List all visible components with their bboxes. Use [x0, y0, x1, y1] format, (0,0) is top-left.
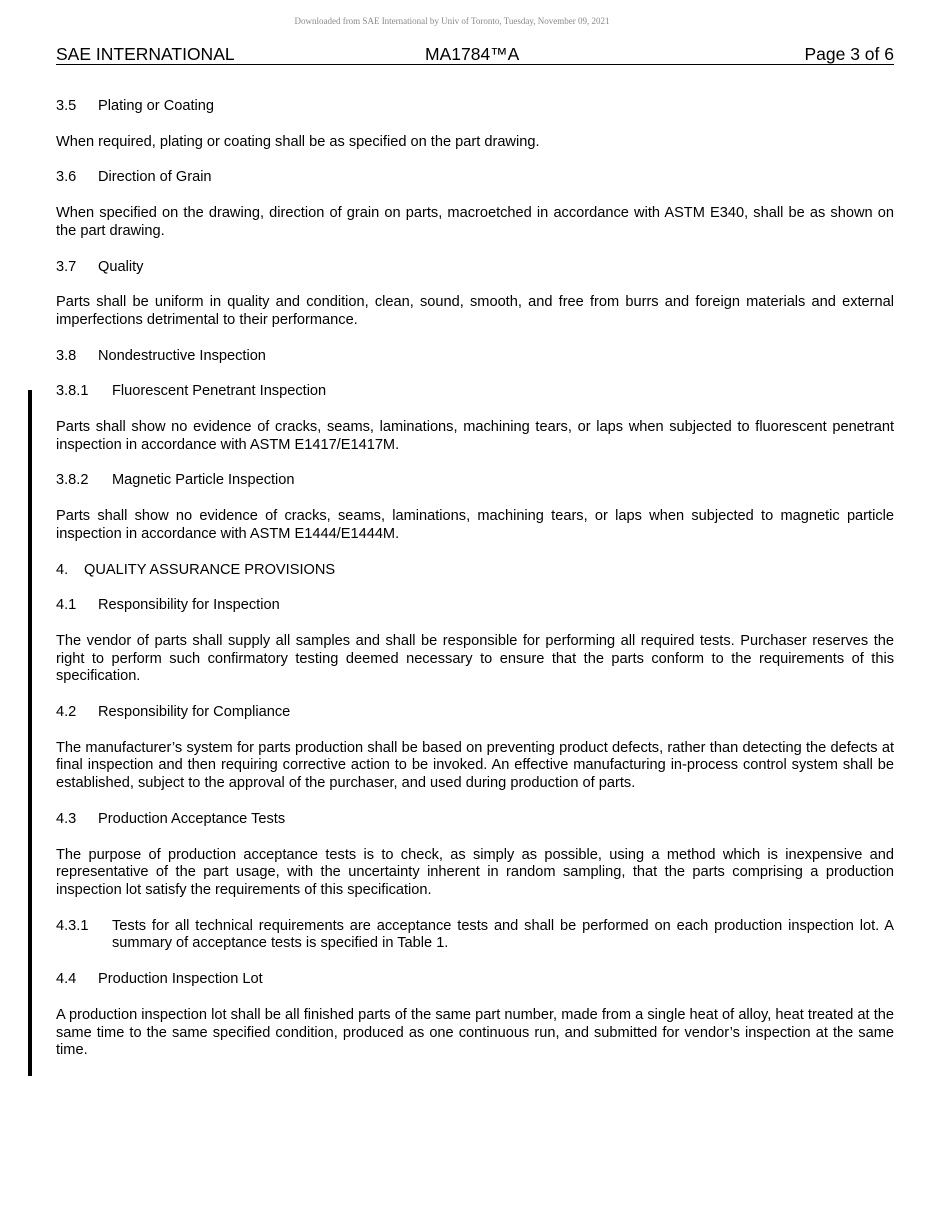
section-title: QUALITY ASSURANCE PROVISIONS: [84, 561, 336, 578]
section-number: 3.8.2: [56, 472, 89, 489]
section-number: 3.6: [56, 169, 77, 186]
revision-change-bar: [28, 390, 32, 1076]
section-paragraph-3-6: When specified on the drawing, direction of grain on parts, macroetched in accordance with ASTM E340, shall be as shown on the part drawing.: [56, 205, 894, 239]
section-item-text: Tests for all technical requirements are acceptance tests and shall be performed on each production inspection lot. A summary of acceptance tests is specified in Table 1.: [112, 917, 894, 952]
section-heading-4: [56, 562, 894, 580]
section-title: Direction of Grain: [98, 169, 212, 186]
section-number: 4.2: [56, 704, 77, 721]
section-item-4-3-1: [56, 918, 894, 953]
section-heading-3-6: [56, 169, 894, 187]
section-heading-4-4: [56, 971, 894, 989]
section-paragraph-3-8-1: Parts shall show no evidence of cracks, seams, laminations, machining tears, or laps when subjected to fluorescent penetrant inspection in accordance with ASTM E1417/E1417M.: [56, 419, 894, 453]
section-paragraph-4-4: A production inspection lot shall be all finished parts of the same part number, made from a single heat of alloy, heat treated at the same time to the same specified condition, produced as one continuous run, and submitted for vendor’s inspection at the same time.: [56, 1006, 894, 1059]
section-number: 3.8: [56, 347, 77, 364]
section-number: 3.7: [56, 258, 77, 275]
header-doc-id: MA1784™A: [425, 44, 520, 64]
section-heading-3-8-2: [56, 472, 894, 490]
section-title: Nondestructive Inspection: [98, 347, 266, 364]
section-title: Production Acceptance Tests: [98, 810, 286, 827]
section-heading-4-3: [56, 811, 894, 829]
section-paragraph-3-7: Parts shall be uniform in quality and condition, clean, sound, smooth, and free from burrs and foreign materials and external imperfections detrimental to their performance.: [56, 294, 894, 328]
section-paragraph-4-1: The vendor of parts shall supply all samples and shall be responsible for performing all required tests. Purchaser reserves the right to perform such confirmatory testing deemed necessary to ensure that the parts conform to the requirements of this specification.: [56, 632, 894, 685]
section-title: Responsibility for Compliance: [98, 704, 291, 721]
section-title: Magnetic Particle Inspection: [112, 472, 295, 489]
section-heading-4-1: [56, 597, 894, 615]
section-number: 4.1: [56, 597, 77, 614]
section-title: Production Inspection Lot: [98, 971, 263, 988]
section-heading-3-8: [56, 348, 894, 366]
download-watermark: Downloaded from SAE International by Univ of Toronto, Tuesday, November 09, 2021: [294, 16, 610, 26]
section-title: Plating or Coating: [98, 98, 215, 114]
section-heading-4-2: [56, 704, 894, 722]
section-heading-3-7: [56, 259, 894, 277]
section-number: 4.3.1: [56, 917, 89, 934]
section-paragraph-3-5: When required, plating or coating shall be as specified on the part drawing.: [56, 133, 540, 150]
section-title: Fluorescent Penetrant Inspection: [112, 383, 327, 400]
page-header: [56, 44, 894, 65]
header-page-number: Page 3 of 6: [804, 44, 894, 64]
section-title: Quality: [98, 258, 144, 275]
section-heading-3-5: [56, 98, 894, 116]
section-paragraph-4-2: The manufacturer’s system for parts production shall be based on preventing product defects, rather than detecting the defects at final inspection and then requiring corrective action to be invoked. An effective manufacturing in-process control system shall be established, subject to the approval of the purchaser, and used during production of parts.: [56, 739, 894, 792]
section-title: Responsibility for Inspection: [98, 597, 280, 614]
section-paragraph-4-3: The purpose of production acceptance tests is to check, as simply as possible, using a method which is inexpensive and representative of the part usage, with the uncertainty inherent in random sampling, that the parts comprising a production inspection lot satisfy the requirements of this specification.: [56, 846, 894, 898]
section-paragraph-3-8-2: Parts shall show no evidence of cracks, seams, laminations, machining tears, or laps when subjected to magnetic particle inspection in accordance with ASTM E1444/E1444M.: [56, 508, 894, 542]
document-body: [56, 98, 894, 1078]
section-number: 4.3: [56, 810, 77, 827]
section-number: 4.4: [56, 971, 77, 988]
section-heading-3-8-1: [56, 383, 894, 401]
section-number: 4.: [56, 561, 69, 578]
section-number: 3.8.1: [56, 383, 89, 400]
header-org: SAE INTERNATIONAL: [56, 44, 235, 64]
section-number: 3.5: [56, 98, 77, 114]
